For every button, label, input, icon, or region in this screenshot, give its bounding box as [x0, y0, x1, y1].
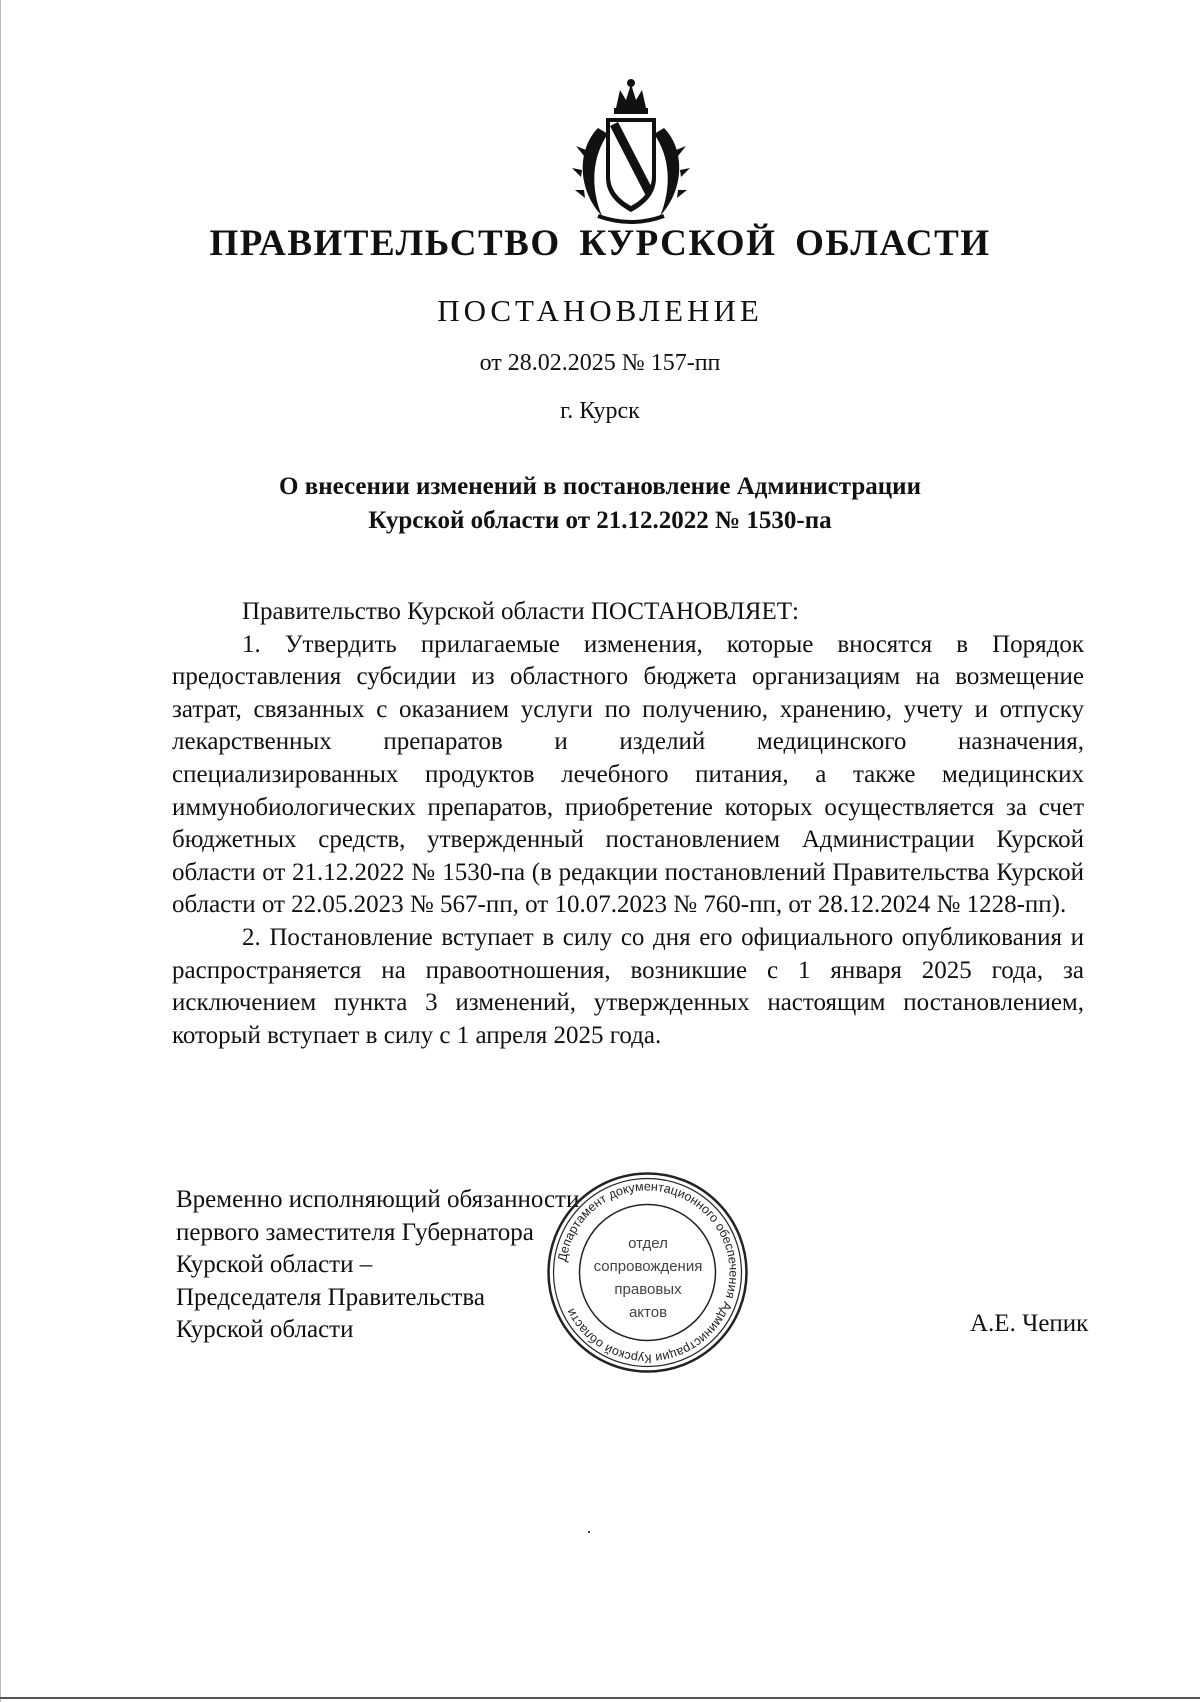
document-city: г. Курск [560, 398, 640, 424]
signatory-title [176, 1184, 579, 1347]
signatory-line: Временно исполняющий обязанности [176, 1186, 580, 1213]
paragraph-1: 1. Утвердить прилагаемые изменения, которые вносятся в Порядок предоставления субсидии из областного бюджета организациям на возмещение затрат, связанных с оказанием услуги по получению, хранению, учету и отпуску лекарственных препаратов и изделий медицинского назначения, специализированных продуктов лечебного питания, а также медицинских иммунобиологических препаратов, приобретение которых осуществляется за счет бюджетных средств, утвержденный постановлением Администрации Курской области от 21.12.2022 № 1530-па (в редакции постановлений Правительства Курской области от 22.05.2023 № 567-пп, от 10.07.2023 № 760-пп, от 28.12.2024 № 1228-пп). [172, 630, 1084, 919]
signatory-line: первого заместителя Губернатора [176, 1218, 534, 1246]
stamp-line: правовых [614, 1281, 682, 1298]
document-subject [0, 470, 1200, 538]
stamp-line: актов [628, 1304, 668, 1321]
stamp-line: сопровождения [593, 1258, 703, 1275]
document-type: ПОСТАНОВЛЕНИЕ [437, 293, 763, 328]
paragraph-2: 2. Постановление вступает в силу со дня его официального опубликования и распространяется на правоотношения, возникшие с 1 января 2025 года, за исключением пункта 3 изменений, утвержденных настоящим постановлением, который вступает в силу с 1 апреля 2025 года. [172, 923, 1084, 1049]
scan-edge-bottom [0, 1697, 1200, 1699]
signatory-line: Курской области – [176, 1251, 373, 1278]
coat-of-arms-icon [568, 78, 694, 226]
subject-line-1: О внесении изменений в постановление Администрации [279, 473, 921, 500]
signatory-line: Председателя Правительства [176, 1283, 485, 1311]
stamp-center-text [586, 1232, 710, 1324]
document-body [172, 596, 1084, 1052]
stamp-line: отдел [628, 1235, 668, 1252]
signatory-line: Курской области [176, 1316, 354, 1343]
government-title: ПРАВИТЕЛЬСТВО КУРСКОЙ ОБЛАСТИ [209, 223, 991, 264]
resolution-lead: Правительство Курской области ПОСТАНОВЛЯЕТ: [242, 598, 799, 625]
signatory-name: А.Е. Чепик [970, 1310, 1089, 1337]
document-number: от 28.02.2025 № 157-пп [479, 350, 721, 376]
stamp-ring-text: Департамент документационного обеспечения Администрации Курской области [555, 1179, 741, 1366]
subject-line-2: Курской области от 21.12.2022 № 1530-па [368, 507, 832, 534]
scan-speck [588, 1531, 590, 1533]
